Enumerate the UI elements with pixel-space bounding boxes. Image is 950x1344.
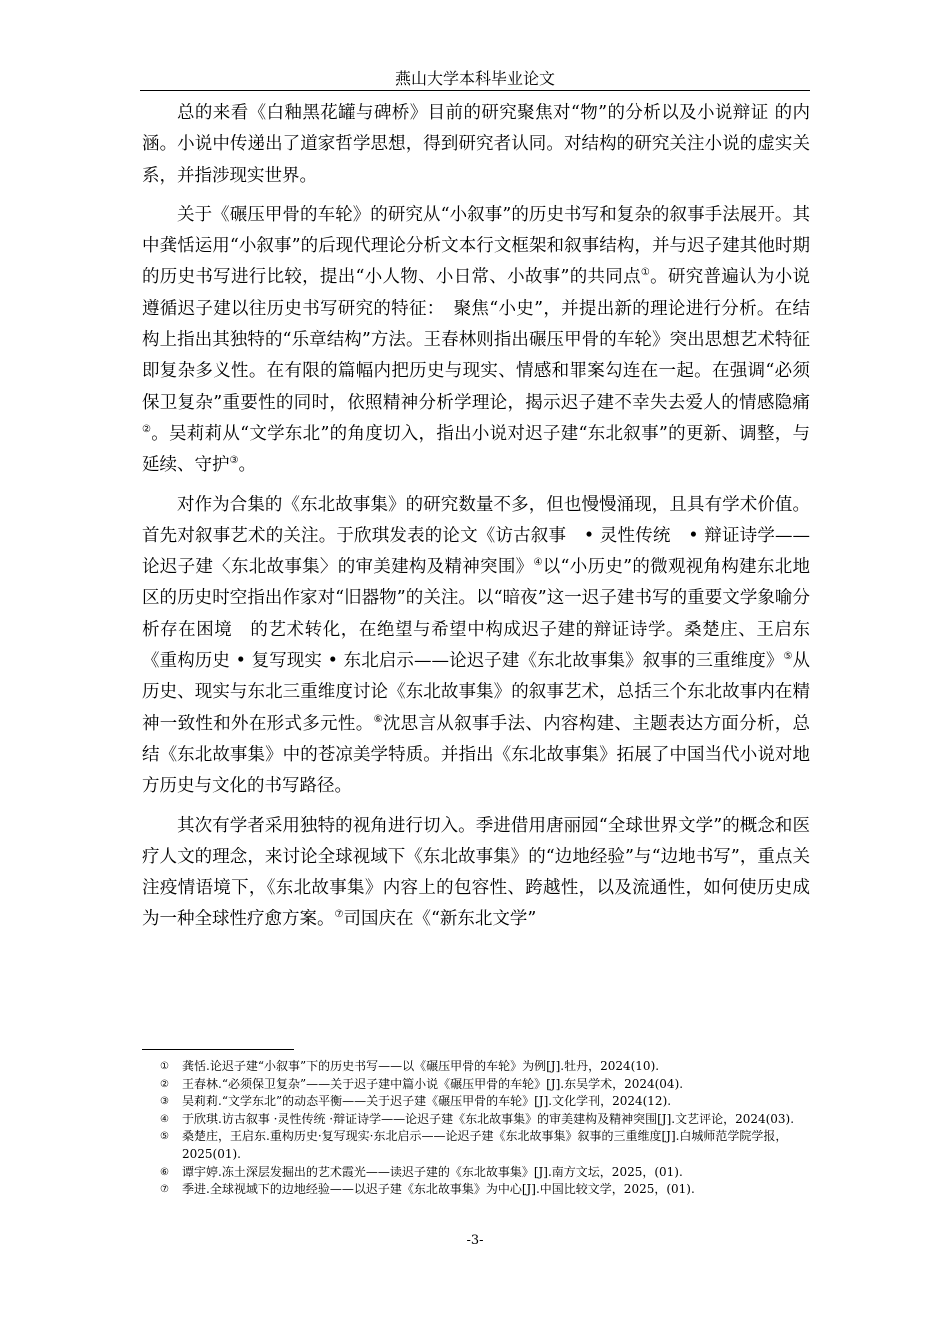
footnote-text: 于欣琪.访古叙事 ·灵性传统 ·辩证诗学——论迟子建《东北故事集》的审美建构及精神突围[J].文艺评论，2024(03). <box>182 1111 795 1126</box>
footnote-mark: ⑥ <box>160 1166 169 1178</box>
paragraph-4 <box>142 811 810 936</box>
paragraph-2-text-b: 。研究普遍认为小说遵循迟子建以往历史书写研究的特征： 聚焦“小史”，并提出新的理论进行分析。在结构上指出其独特的“乐章结构”方法。王春林则指出碾压甲骨的车轮》突出思想艺术特征即复杂多义性。在有限的篇幅内把历史与现实、情感和罪案勾连在一起。在强调“必须保卫复杂”重要性的同时，依照精神分析学理论，揭示迟子建不幸失去爱人的情感隐痛 <box>142 267 810 413</box>
footnote-ref-2[interactable]: ② <box>142 424 152 436</box>
footnote-mark: ④ <box>160 1113 169 1125</box>
paragraph-4-text-a: 其次有学者采用独特的视角进行切入。季进借用唐丽园“全球世界文学”的概念和医疗人文的理念，来讨论全球视域下《东北故事集》的“边地经验”与“边地书写”，重点关注疫情语境下，《东北故事集》内容上的包容性、跨越性，以及流通性，如何使历史成为一种全球性疗愈方案。 <box>142 815 810 930</box>
footnote-ref-3[interactable]: ③ <box>229 455 239 467</box>
footnote-ref-5[interactable]: ⑤ <box>783 651 793 663</box>
paragraph-2-text-d: 。 <box>238 455 256 476</box>
footnote-mark: ② <box>160 1078 169 1090</box>
footnote-text: 季进.全球视域下的边地经验——以迟子建《东北故事集》为中心[J].中国比较文学，2025，(01). <box>182 1182 695 1197</box>
paragraph-2-text-c: 。吴莉莉从“文学东北”的角度切入，指出小说对迟子建“东北叙事”的更新、调整，与延续、守护 <box>142 423 810 476</box>
footnote-5 <box>160 1128 815 1163</box>
footnote-separator <box>142 1049 294 1050</box>
footnote-mark: ⑦ <box>160 1184 169 1196</box>
paragraph-2-text-a: 关于《碾压甲骨的车轮》的研究从“小叙事”的历史书写和复杂的叙事手法展开。其中龚恬运用“小叙事”的后现代理论分析文本行文框架和叙事结构，并与迟子建其他时期的历史书写进行比较，提出“小人物、小日常、小故事”的共同点 <box>142 204 810 288</box>
footnote-1 <box>160 1058 815 1076</box>
page-number: -3- <box>466 1233 484 1248</box>
footnote-2 <box>160 1076 815 1094</box>
footnote-4 <box>160 1111 815 1129</box>
paragraph-2 <box>142 200 810 482</box>
paragraph-3-text-a: 对作为合集的《东北故事集》的研究数量不多，但也慢慢涌现，且具有学术价值。首先对叙事艺术的关注。于欣琪发表的论文《访古叙事 • 灵性传统 • 辩证诗学——论迟子建〈东北故事集〉的审美建构及精神突围》 <box>142 494 810 578</box>
paragraph-3-text-b: 以“小历史”的微观视角构建东北地区的历史时空指出作家对“旧器物”的关注。以“暗夜”这一迟子建书写的重要文学象喻分析存在困境 的艺术转化，在绝望与希望中构成迟子建的辩证诗学。桑楚庄、王启东《重构历史 • 复写现实 • 东北启示——论迟子建《东北故事集》叙事的三重维度》 <box>142 557 811 672</box>
paragraph-1-text: 总的来看《白釉黑花罐与碑桥》目前的研究聚焦对“物”的分析以及小说辩证 的内涵。小说中传递出了道家哲学思想，得到研究者认同。对结构的研究关注小说的虚实关系，并指涉现实世界。 <box>142 103 810 186</box>
body-text <box>142 98 810 944</box>
footnote-7 <box>160 1181 815 1199</box>
footnote-ref-4[interactable]: ④ <box>533 557 543 569</box>
footnote-mark: ⑤ <box>160 1131 169 1143</box>
footnote-text: 吴莉莉.“文学东北”的动态平衡——关于迟子建《碾压甲骨的车轮》[J].文化学刊，2024(12). <box>182 1094 672 1109</box>
header-rule <box>140 90 810 91</box>
footnote-ref-7[interactable]: ⑦ <box>334 909 344 921</box>
footnote-3 <box>160 1093 815 1111</box>
footnote-text: 王春林.“必须保卫复杂”——关于迟子建中篇小说《碾压甲骨的车轮》[J].东吴学术，2024(04). <box>182 1076 684 1091</box>
footnote-mark: ① <box>160 1061 169 1072</box>
footnote-ref-6[interactable]: ⑥ <box>373 713 383 725</box>
paragraph-3-text-c: 从历史、现实与东北三重维度讨论《东北故事集》的叙事艺术，总括三个东北故事内在精神一致性和外在形式多元性。 <box>142 651 810 734</box>
footnote-mark: ③ <box>160 1096 169 1108</box>
paragraph-3 <box>142 490 810 803</box>
running-header: 燕山大学本科毕业论文 <box>394 69 555 88</box>
footnote-ref-1[interactable]: ① <box>640 267 651 279</box>
footnote-6 <box>160 1164 815 1182</box>
footnote-text: 桑楚庄，王启东.重构历史·复写现实·东北启示——论迟子建《东北故事集》叙事的三重维度[J].白城师范学院学报，2025(01). <box>182 1129 788 1161</box>
paragraph-4-text-b: 司国庆在《“新东北文学” <box>343 909 537 930</box>
paragraph-1 <box>142 98 810 192</box>
footnotes <box>160 1058 815 1199</box>
footnote-text: 谭宇婷.冻土深层发掘出的艺术霞光——读迟子建的《东北故事集》[J].南方文坛，2025，(01). <box>182 1164 683 1179</box>
paragraph-3-text-d: 沈思言从叙事手法、内容构建、主题表达方面分析，总结《东北故事集》中的苍凉美学特质。并指出《东北故事集》拓展了中国当代小说对地方历史与文化的书写路径。 <box>142 713 811 797</box>
footnote-text: 龚恬.论迟子建“小叙事”下的历史书写——以《碾压甲骨的车轮》为例[J].牡丹，2024(10). <box>182 1059 660 1073</box>
